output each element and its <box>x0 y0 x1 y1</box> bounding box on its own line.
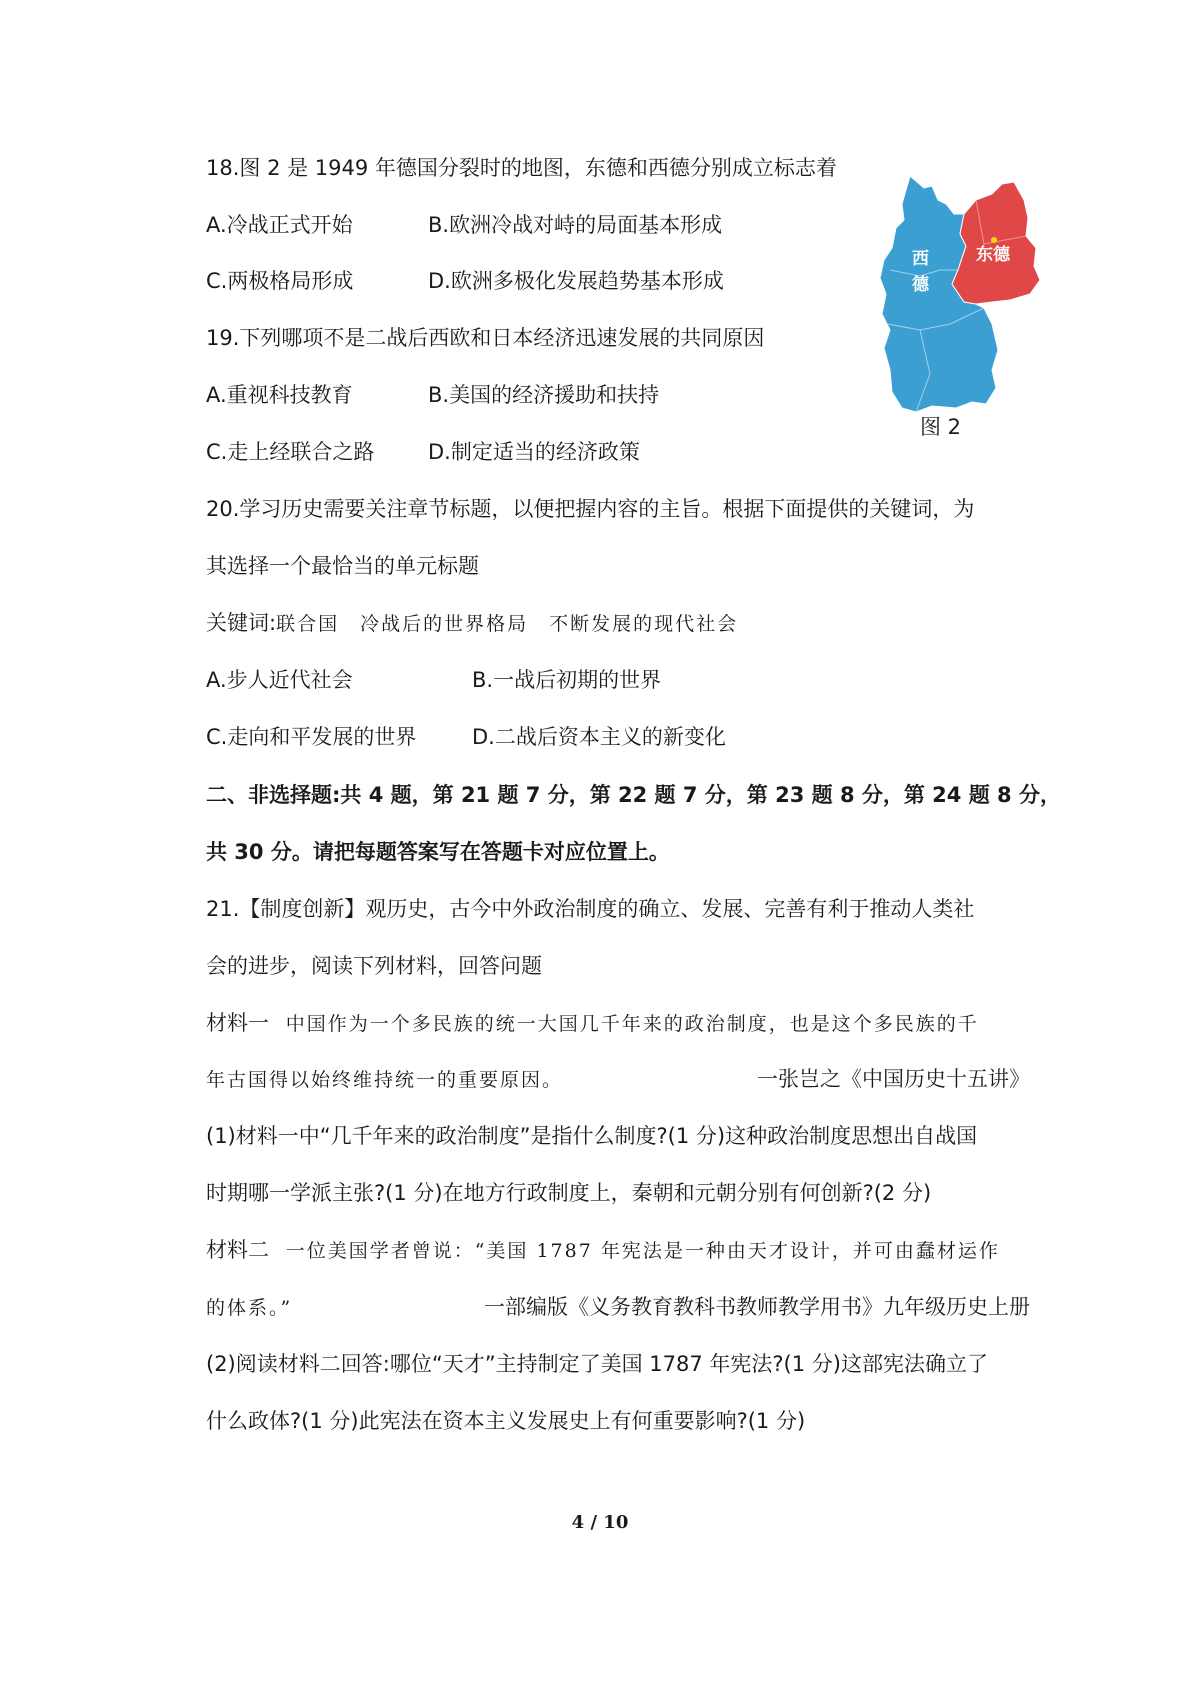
q21-question-1-line-2: 时期哪一学派主张?(1 分)在地方行政制度上，秦朝和元朝分别有何创新?(2 分) <box>206 1181 932 1205</box>
page-number: 4 / 10 <box>571 1512 629 1533</box>
q21-question-2-line-1: (2)阅读材料二回答:哪位“天才”主持制定了美国 1787 年宪法?(1 分)这部宪法确立了 <box>206 1352 988 1376</box>
q18-option-d: D.欧洲多极化发展趋势基本形成 <box>428 269 724 293</box>
q18-option-c: C.两极格局形成 <box>206 269 354 293</box>
q21-material-2-line-2 <box>206 1292 1030 1323</box>
q21-material-1-text-2: 年古国得以始终维持统一的重要原因。 <box>206 1069 564 1091</box>
capital-marker-icon <box>991 237 997 243</box>
q21-material-2-line-1 <box>206 1235 1030 1266</box>
q18-option-b: B.欧洲冷战对峙的局面基本形成 <box>428 213 723 237</box>
q19-option-c: C.走上经联合之路 <box>206 440 375 464</box>
q21-material-1-line-1 <box>206 1008 1030 1039</box>
west-germany-label-part-1: 西 <box>912 249 929 269</box>
q20-option-c: C.走向和平发展的世界 <box>206 725 417 749</box>
q21-question-2-line-2: 什么政体?(1 分)此宪法在资本主义发展史上有何重要影响?(1 分) <box>206 1409 806 1433</box>
q21-material-2-text-1: 一位美国学者曾说：“美国 1787 年宪法是一种由天才设计，并可由蠢材运作 <box>285 1240 1000 1262</box>
q21-material-2-source: 一部编版《义务教育教科书教师教学用书》九年级历史上册 <box>484 1295 1030 1319</box>
q20-stem-line-1: 20.学习历史需要关注章节标题，以便把握内容的主旨。根据下面提供的关键词，为 <box>206 497 975 521</box>
q19-option-b: B.美国的经济援助和扶持 <box>428 383 660 407</box>
q20-option-a: A.步人近代社会 <box>206 668 353 692</box>
q20-keywords: 联合国 冷战后的世界格局 不断发展的现代社会 <box>276 613 739 635</box>
q21-material-1-text-1: 中国作为一个多民族的统一大国几千年来的政治制度，也是这个多民族的千 <box>285 1013 979 1035</box>
q19-option-d: D.制定适当的经济政策 <box>428 440 640 464</box>
q21-stem-line-2: 会的进步，阅读下列材料，回答问题 <box>206 954 542 978</box>
q20-keywords-row <box>206 608 1030 639</box>
q20-keywords-label: 关键词: <box>206 611 277 635</box>
figure-caption: 图 2 <box>920 415 962 439</box>
q20-stem-line-2: 其选择一个最恰当的单元标题 <box>206 554 479 578</box>
q21-material-2-label: 材料二 <box>206 1238 269 1262</box>
q21-question-1-line-1: (1)材料一中“几千年来的政治制度”是指什么制度?(1 分)这种政治制度思想出自战国 <box>206 1124 978 1148</box>
section-2-heading-line-1: 二、非选择题:共 4 题，第 21 题 7 分，第 22 题 7 分，第 23 题 8 分，第 24 题 8 分， <box>206 783 1061 807</box>
q21-material-1-line-2 <box>206 1064 1030 1095</box>
q20-option-d: D.二战后资本主义的新变化 <box>472 725 726 749</box>
east-germany-label: 东德 <box>976 245 1010 265</box>
east-germany-region <box>952 182 1040 304</box>
q21-material-1-source: 一张岂之《中国历史十五讲》 <box>757 1067 1030 1091</box>
q21-stem-line-1: 21.【制度创新】观历史，古今中外政治制度的确立、发展、完善有利于推动人类社 <box>206 897 975 921</box>
q18-stem: 18.图 2 是 1949 年德国分裂时的地图，东德和西德分别成立标志着 <box>206 156 837 180</box>
q19-option-a: A.重视科技教育 <box>206 383 353 407</box>
q21-material-1-label: 材料一 <box>206 1011 269 1035</box>
q20-option-b: B.一战后初期的世界 <box>472 668 662 692</box>
west-germany-label-part-2: 德 <box>912 275 929 295</box>
germany-map-figure <box>880 174 1040 444</box>
q18-option-a: A.冷战正式开始 <box>206 213 353 237</box>
q19-stem: 19.下列哪项不是二战后西欧和日本经济迅速发展的共同原因 <box>206 326 765 350</box>
q21-material-2-text-2: 的体系。” <box>206 1297 293 1319</box>
section-2-heading-line-2: 共 30 分。请把每题答案写在答题卡对应位置上。 <box>206 840 670 864</box>
